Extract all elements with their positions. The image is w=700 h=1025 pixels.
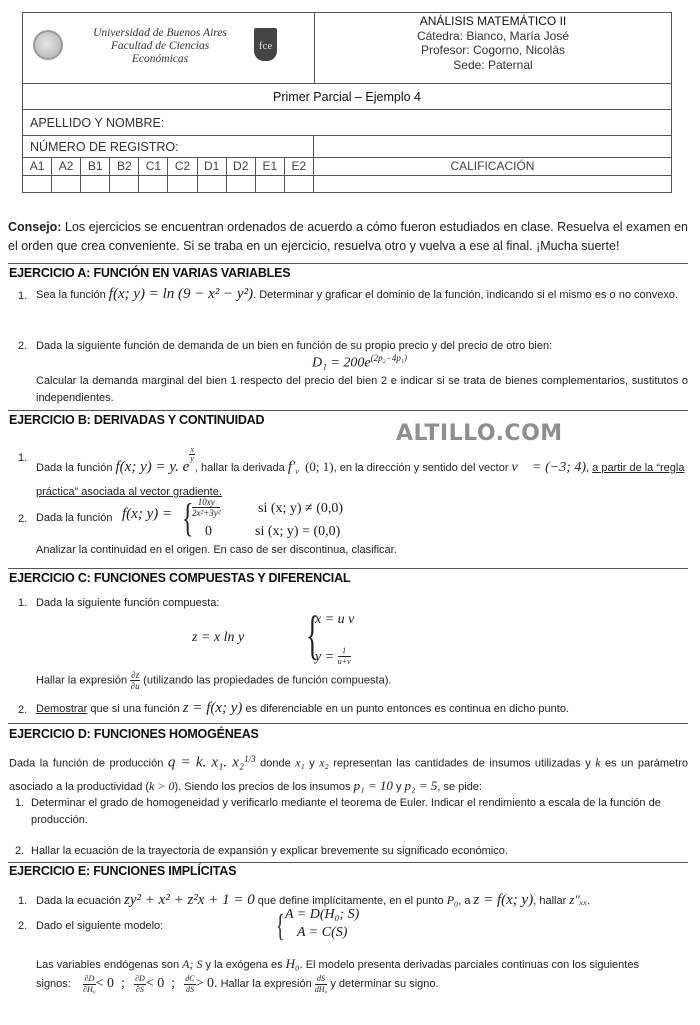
intro-text: y <box>392 780 405 793</box>
section-divider <box>8 568 688 569</box>
ejercicio-a-item-1 <box>36 286 688 304</box>
item-text: , <box>586 462 593 474</box>
numerator: ∂D <box>84 973 95 983</box>
item-text: y determinar su signo. <box>327 978 439 990</box>
k-condition: k > 0 <box>149 778 175 793</box>
grade-cell[interactable] <box>168 176 197 192</box>
item-text: , hallar <box>533 895 570 907</box>
price-p2: p₂ = 5 <box>404 777 438 793</box>
item-text: , en la dirección y sentido del vector <box>333 462 512 474</box>
item-text: , hallar la derivada <box>194 462 288 474</box>
denominator: dH₀ <box>314 984 328 994</box>
registro-label: NÚMERO DE REGISTRO: <box>30 140 179 154</box>
intro-text: representan las cantidades de insumos utilizadas y <box>328 757 596 770</box>
brace: { <box>276 907 285 943</box>
grade-header-row <box>23 158 671 176</box>
ejercicio-a-item-2-text: Calcular la demanda marginal del bien 1 respecto del precio del bien 2 e indicar si se trata de bienes complementarios, sustitutos o independientes. <box>36 375 688 404</box>
ejercicio-b-item-2-text: Analizar la continuidad en el origen. En caso de ser discontinua, clasificar. <box>36 544 397 556</box>
item-text: . El modelo presenta derivadas parciales continuas con los siguientes <box>299 959 639 971</box>
section-divider <box>8 862 688 863</box>
var-k: k <box>595 755 601 770</box>
model-eq-2: A = C(S) <box>297 925 348 940</box>
numerator: ∂z <box>131 670 140 680</box>
registro-field[interactable] <box>23 136 314 157</box>
grade-col-a2: A2 <box>52 158 81 175</box>
grade-cell[interactable] <box>139 176 168 192</box>
item-number: 1. <box>18 895 28 907</box>
composite-function: z = x ln y <box>192 630 245 645</box>
course-title: ANÁLISIS MATEMÁTICO II <box>419 14 567 28</box>
numerator: 1 <box>338 646 351 657</box>
denominator: ∂u <box>130 681 140 691</box>
university-line: Universidad de Buenos Aires <box>93 27 227 39</box>
item-number: 1. <box>15 797 25 809</box>
item-number: 1. <box>18 597 28 609</box>
derivative: f′ <box>287 459 296 475</box>
formula: z = f(x; y) <box>182 700 243 716</box>
eq-lhs: y = <box>315 649 338 665</box>
grade-cell[interactable] <box>227 176 256 192</box>
fce-logo: fce <box>254 28 277 61</box>
relation: > 0. <box>195 976 218 991</box>
intro-text: , se pide: <box>437 780 482 793</box>
grade-cell[interactable] <box>81 176 110 192</box>
piecewise-case-2-value: 0 <box>205 524 212 539</box>
item-text: Dado el siguiente modelo: <box>36 920 164 932</box>
model-eq-1: A = D(H₀; S) <box>285 907 360 922</box>
item-text: , a <box>458 895 474 907</box>
item-text: que define implícitamente, en el punto <box>254 895 447 907</box>
formula-exponent: (2p₂−4p₁) <box>370 353 407 363</box>
grade-cell[interactable] <box>285 176 314 192</box>
numerator: dC <box>185 973 195 983</box>
item-text: signos: <box>36 978 71 990</box>
sede: Sede: Paternal <box>453 57 533 72</box>
ejercicio-d-intro <box>9 749 688 798</box>
header-table <box>22 12 672 193</box>
denominator: dS <box>185 984 194 994</box>
var-x1: x₁ <box>295 755 305 770</box>
grade-col-d2: D2 <box>227 158 256 175</box>
exp-denominator: y <box>190 454 194 463</box>
university-name <box>75 27 245 66</box>
endogenous-vars: A; S <box>182 957 203 971</box>
formula: f(x; y) = ln (9 − x² − y²) <box>108 286 254 302</box>
grade-col-c1: C1 <box>139 158 168 175</box>
item-text: Dada la siguiente función compuesta: <box>36 597 220 609</box>
demand-formula <box>312 353 407 372</box>
numerator: dS <box>315 974 328 985</box>
item-number: 2. <box>18 340 28 352</box>
grade-col-e1: E1 <box>256 158 285 175</box>
section-divider <box>8 723 688 724</box>
item-text: . <box>587 895 591 907</box>
ejercicio-d-item-1: Determinar el grado de homogeneidad y verificarlo mediante el teorema de Euler. Indicar el rendimiento a escala de la función de producción. <box>31 797 661 826</box>
formula: zy² + x² + z²x + 1 = 0 <box>124 892 255 908</box>
numerator: ∂D <box>135 973 145 983</box>
name-label: APELLIDO Y NOMBRE: <box>30 116 165 130</box>
ejercicio-a-item-2-intro: Dada la siguiente función de demanda de un bien en función de su propio precio y del precio de otro bien: <box>36 340 553 352</box>
item-number: 2. <box>18 513 28 525</box>
name-field[interactable] <box>23 110 671 136</box>
ejercicio-c-item-2 <box>36 700 688 718</box>
underlined-text: a partir de la “regla práctica” asociada al vector gradiente. <box>36 462 685 499</box>
catedra: Cátedra: Bianco, María José <box>416 28 570 43</box>
item-text: Las variables endógenas son <box>36 959 183 971</box>
intro-text: ). Siendo los precios de los insumos <box>174 780 354 793</box>
relation: < 0 ; <box>145 976 176 991</box>
ejercicio-e-item-2-text <box>36 955 688 974</box>
faculty-line-2: Económicas <box>131 53 189 65</box>
grade-values-row <box>23 176 671 192</box>
grade-col-d1: D1 <box>198 158 227 175</box>
numerator: 10xy <box>192 497 220 508</box>
grade-col-e2: E2 <box>285 158 314 175</box>
piecewise-case-1-condition: si (x; y) ≠ (0,0) <box>258 501 344 516</box>
grade-cell[interactable] <box>110 176 139 192</box>
institution-block <box>23 13 315 83</box>
consejo-paragraph <box>8 218 688 256</box>
faculty-line: Facultad de Ciencias <box>110 40 210 52</box>
production-function: q = k. x₁. x₂ <box>167 754 245 771</box>
intro-text: es un parámetro asociado a la productividad ( <box>9 757 688 793</box>
exponent: 1/3 <box>244 754 256 764</box>
brace: { <box>182 495 194 540</box>
denominator: ∂S <box>135 984 144 994</box>
item-text: . Determinar y graficar el dominio de la función, indicando si el mismo es o no convexo. <box>253 289 679 301</box>
uba-seal-logo <box>33 30 63 60</box>
intro-text: y <box>304 757 320 770</box>
item-text: Hallar la expresión <box>36 674 131 687</box>
item-number: 1. <box>18 452 28 464</box>
ejercicio-e-item-1 <box>36 891 688 910</box>
section-divider <box>8 410 688 411</box>
exam-title: Primer Parcial – Ejemplo 4 <box>23 84 671 110</box>
grade-cell[interactable] <box>256 176 285 192</box>
brace: { <box>306 605 319 665</box>
calificacion-label: CALIFICACIÓN <box>450 159 535 173</box>
ejercicio-d-title: EJERCICIO D: FUNCIONES HOMOGÉNEAS <box>9 727 259 741</box>
derivative-sub: v⃗ <box>295 467 306 477</box>
relation: < 0 ; <box>95 976 125 991</box>
ejercicio-b-title: EJERCICIO B: DERIVADAS Y CONTINUIDAD <box>9 413 265 427</box>
derivative-arg: (0; 1) <box>305 459 334 474</box>
item-text: es diferenciable en un punto entonces es continua en dicho punto. <box>242 703 570 715</box>
watermark: ALTILLO.COM <box>396 421 563 446</box>
piecewise-case-2-condition: si (x; y) = (0,0) <box>255 524 341 539</box>
grade-col-a1: A1 <box>23 158 52 175</box>
denominator: 2x²+3y² <box>192 508 221 518</box>
consejo-text: Los ejercicios se encuentran ordenados de acuerdo a cómo fueron estudiados en clase. Resuelva el examen en el orden que crea conveniente. Si se traba en un ejercicio, resuelva otro y vuelva a ese al final. ¡Mucha suerte! <box>8 220 688 253</box>
item-number: 2. <box>18 704 28 716</box>
item-text: (utilizando las propiedades de función compuesta). <box>140 674 392 687</box>
var-x2: x₂ <box>319 755 329 770</box>
vector: v⃗ = (−3; 4) <box>511 460 587 475</box>
ejercicio-d-item-2: Hallar la ecuación de la trayectoria de expansión y explicar brevemente su significado económico. <box>31 845 508 857</box>
grade-cell[interactable] <box>52 176 81 192</box>
ejercicio-b-item-1 <box>36 446 688 502</box>
formula: z = f(x; y) <box>473 892 534 908</box>
item-number: 1. <box>18 290 28 302</box>
ejercicio-e-title: EJERCICIO E: FUNCIONES IMPLÍCITAS <box>9 864 237 878</box>
formula: f(x; y) = y. e <box>115 459 190 475</box>
item-text: Dada la función <box>36 512 113 524</box>
grade-cell[interactable] <box>23 176 52 192</box>
grade-cell[interactable] <box>198 176 227 192</box>
item-text: y la exógena es <box>202 959 286 971</box>
item-text: Dada la función <box>36 462 116 474</box>
exogenous-var: H₀ <box>285 956 300 971</box>
formula: D₁ = 200e <box>312 355 371 371</box>
registro-value[interactable] <box>314 136 671 157</box>
item-text: Hallar la expresión <box>217 978 315 990</box>
ejercicio-c-title: EJERCICIO C: FUNCIONES COMPUESTAS Y DIFERENCIAL <box>9 571 351 585</box>
denominator: ∂H₀ <box>83 984 96 994</box>
piecewise-case-1-value <box>192 497 220 518</box>
system-eq-x: x = u v <box>315 612 355 627</box>
ejercicio-a-title: EJERCICIO A: FUNCIÓN EN VARIAS VARIABLES <box>9 266 291 280</box>
point-p0: P₀ <box>446 893 459 907</box>
grade-col-b1: B1 <box>81 158 110 175</box>
second-derivative: z″ₓₓ <box>569 892 588 907</box>
exp-numerator: x <box>190 445 194 454</box>
item-number: 2. <box>15 845 25 857</box>
ejercicio-c-item-1-text <box>36 670 688 691</box>
profesor: Profesor: Cogorno, Nicolás <box>420 43 566 57</box>
grade-col-c2: C2 <box>168 158 197 175</box>
denominator: u+v <box>337 657 351 666</box>
intro-text: donde <box>255 757 296 770</box>
formula: f(x; y) = <box>122 506 173 522</box>
item-text: Sea la función <box>36 289 109 301</box>
underlined-text: Demostrar <box>36 703 88 715</box>
ejercicio-e-signs <box>36 973 688 995</box>
item-number: 2. <box>18 920 28 932</box>
system-eq-y <box>315 646 351 667</box>
intro-text: Dada la función de producción <box>9 757 168 770</box>
item-text: que si una función <box>87 703 183 715</box>
section-divider <box>8 263 688 264</box>
calificacion-cell[interactable] <box>314 176 671 192</box>
grade-col-b2: B2 <box>110 158 139 175</box>
price-p1: p₁ = 10 <box>353 777 393 793</box>
course-info <box>315 13 671 83</box>
consejo-label: Consejo: <box>8 220 62 234</box>
item-text: Dada la ecuación <box>36 895 125 907</box>
